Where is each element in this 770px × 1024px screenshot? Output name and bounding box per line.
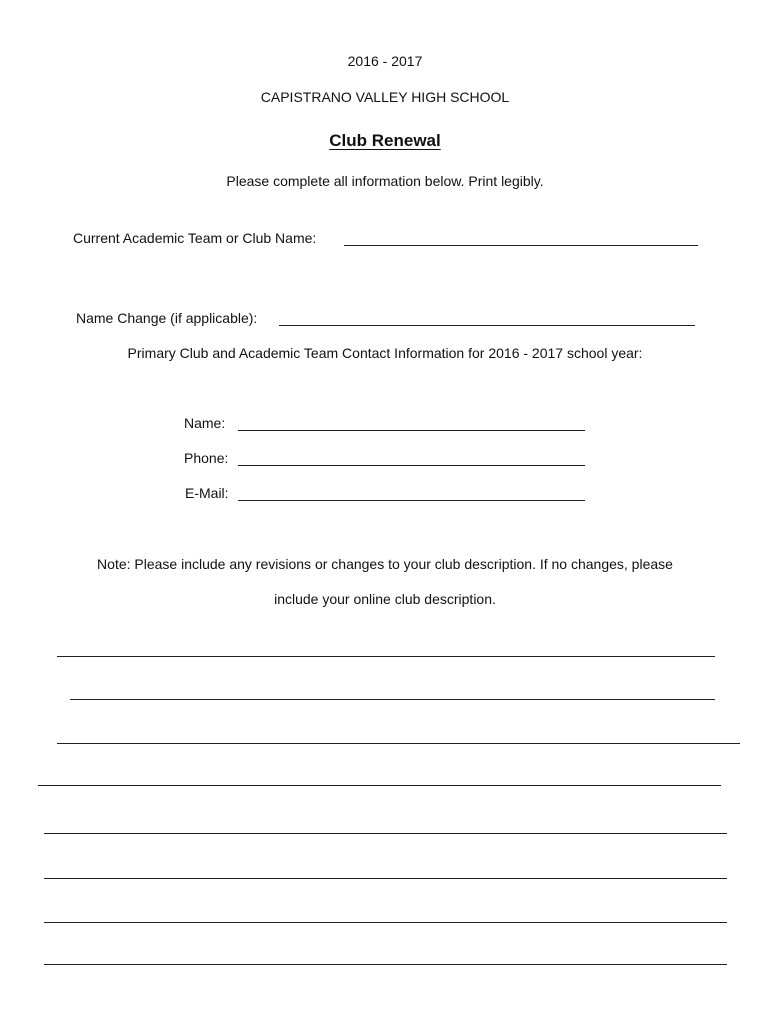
description-line[interactable] — [44, 922, 727, 923]
description-line[interactable] — [57, 656, 715, 657]
description-line[interactable] — [70, 699, 715, 700]
contact-info-heading: Primary Club and Academic Team Contact Information for 2016 - 2017 school year: — [127, 345, 643, 361]
instructions: Please complete all information below. Print legibly. — [226, 173, 544, 189]
description-line[interactable] — [57, 743, 740, 744]
note-line-1: Note: Please include any revisions or changes to your club description. If no changes, please — [97, 556, 673, 572]
current-club-name-label: Current Academic Team or Club Name: — [73, 230, 317, 246]
form-title: Club Renewal — [329, 131, 441, 150]
contact-name-label: Name: — [184, 415, 226, 431]
name-change-field[interactable] — [279, 325, 695, 326]
contact-name-field[interactable] — [238, 430, 585, 431]
school-name: CAPISTRANO VALLEY HIGH SCHOOL — [260, 89, 510, 105]
description-line[interactable] — [44, 833, 727, 834]
contact-phone-field[interactable] — [238, 465, 585, 466]
current-club-name-field[interactable] — [344, 245, 698, 246]
description-line[interactable] — [44, 964, 727, 965]
contact-phone-label: Phone: — [184, 450, 229, 466]
year-heading: 2016 - 2017 — [347, 53, 423, 69]
description-line[interactable] — [38, 785, 721, 786]
contact-email-label: E-Mail: — [185, 485, 229, 501]
note-line-2: include your online club description. — [274, 591, 496, 607]
name-change-label: Name Change (if applicable): — [76, 310, 258, 326]
contact-email-field[interactable] — [238, 500, 585, 501]
description-line[interactable] — [44, 878, 727, 879]
